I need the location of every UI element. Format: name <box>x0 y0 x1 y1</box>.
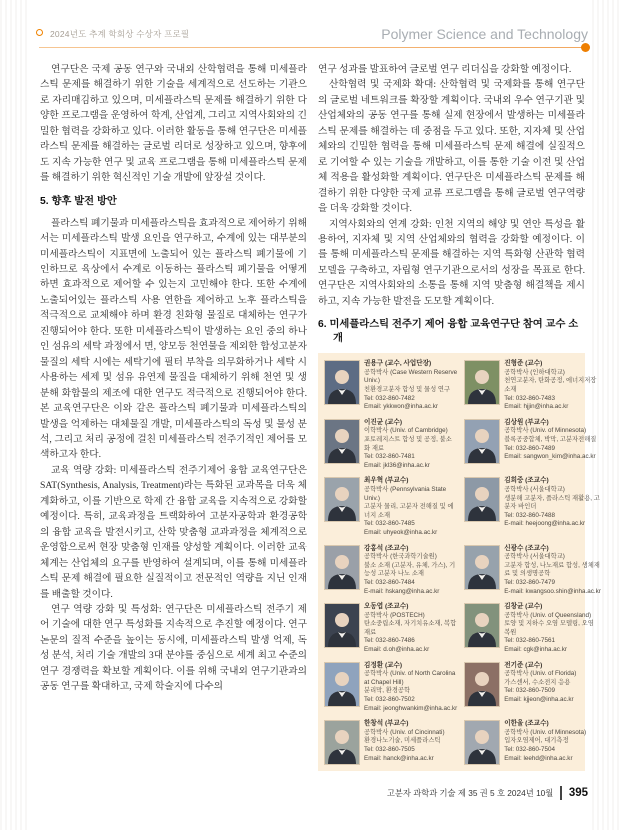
left-margin-pattern <box>0 0 30 830</box>
professor-card <box>324 477 457 537</box>
professor-photo <box>324 477 360 522</box>
professor-field: 고분자 합성, 나노재료 합성, 생체재료 및 의생명공학 <box>504 561 600 578</box>
portrait-icon <box>465 663 499 706</box>
professor-card <box>464 419 601 471</box>
professor-photo <box>324 545 360 590</box>
professor-email: E-mail: kwangsoo.shin@inha.ac.kr <box>504 587 601 595</box>
professor-info <box>504 419 601 471</box>
professor-field: 친환경고분자 합성 및 물성 연구 <box>364 386 451 394</box>
professor-field: 토양 및 지하수 오염 모델링, 오염 복원 <box>504 620 594 636</box>
professor-photo <box>324 720 360 765</box>
professor-tel: Tel: 032-860-7561 <box>504 637 555 645</box>
page-number: 395 <box>568 787 588 799</box>
header-rule <box>39 47 586 48</box>
professor-name: 최우혁 (부교수) <box>364 477 409 485</box>
professor-info <box>364 477 457 537</box>
professor-info <box>364 603 457 655</box>
professor-degree: 공학박사 (Univ. of Florida) <box>504 670 577 678</box>
professor-tel: Tel: 032-860-7505 <box>364 746 415 753</box>
professor-name: 김상원 (부교수) <box>504 418 549 426</box>
portrait-icon <box>325 478 359 521</box>
professor-degree: 공학박사 (인하대학교) <box>504 368 565 376</box>
professor-info <box>364 662 457 714</box>
portrait-icon <box>465 420 499 463</box>
professor-email: Email: d.oh@inha.ac.kr <box>364 646 430 654</box>
professor-photo <box>464 662 500 707</box>
professor-name: 신광수 (조교수) <box>504 544 549 552</box>
professor-field: 가스센서, 수소전지 응용 <box>504 678 571 686</box>
portrait-icon <box>325 546 359 589</box>
professor-tel: Tel: 032-860-7482 <box>364 394 415 402</box>
professor-card <box>324 720 457 765</box>
portrait-icon <box>325 420 359 463</box>
portrait-icon <box>325 361 359 404</box>
portrait-icon <box>325 604 359 647</box>
professor-email: Email: jkl36@inha.ac.kr <box>364 461 430 469</box>
professor-tel: Tel: 032-860-7481 <box>364 453 415 461</box>
section-heading-5: 5. 향후 발전 방안 <box>40 195 117 207</box>
professor-photo <box>324 662 360 707</box>
professor-email: Email: uhyeok@inha.ac.kr <box>364 528 438 536</box>
professor-photo <box>464 360 500 405</box>
professor-name: 이한울 (조교수) <box>504 720 549 728</box>
professor-degree: 공학박사 (서울대학교) <box>504 485 565 493</box>
professor-field: 분리막, 환경공학 <box>364 687 411 695</box>
paragraph: 연구단은 국제 공동 연구와 국내외 산학협력을 통해 미세플라스틱 문제를 해결하기 위한 기술을 세계적으로 선도하는 기관으로 자리매김하고 있으며, 미세플라스틱 문제를 해결하기 위한 다양한 프로그램을 운영하여 학계, 산업계, 그리고 지역사회와의 긴밀한 협력을 강화하고 있다. 이러한 활동을 통해 연구단은 미세플라스틱 문제를 해결하는 글로벌 리더로 성장하고 있으며, 향후에도 지속 가능한 연구 및 교육 프로그램을 통해 미세플라스틱 문제를 해결하기 위한 혁신적인 기술 개발에 앞장설 것이다. <box>40 64 307 184</box>
professor-degree: 공학박사 (Univ. of Queensland) <box>504 611 592 619</box>
professor-name: 오동엽 (조교수) <box>364 603 409 611</box>
professor-info <box>504 603 601 655</box>
portrait-icon <box>465 721 499 764</box>
professor-name: 전기준 (교수) <box>504 661 543 669</box>
professor-info <box>504 477 601 537</box>
professor-degree: 공학박사 (Case Western Reserve Univ.) <box>364 368 458 385</box>
professor-tel: Tel: 032-860-7483 <box>504 394 555 402</box>
professor-name: 이진균 (교수) <box>364 418 403 426</box>
professor-email: Email: leehd@inha.ac.kr <box>504 754 573 762</box>
professor-name: 김희중 (조교수) <box>504 477 549 485</box>
professor-name: 권용구 (교수, 사업단장) <box>364 360 432 368</box>
professor-field: 고분자 물리, 고분자 전해질 및 에너지 소재 <box>364 503 454 519</box>
professor-photo <box>464 545 500 590</box>
professor-field: 생분해 고분자, 플라스틱 재활용, 고분자 바인더 <box>504 494 600 511</box>
portrait-icon <box>325 721 359 764</box>
professor-card <box>464 360 601 412</box>
header-dot-icon <box>581 43 590 52</box>
professor-tel: Tel: 032-860-7489 <box>504 444 555 452</box>
professor-info <box>364 720 457 765</box>
professor-tel: Tel: 032-860-7484 <box>364 578 415 586</box>
professor-field: 입자오염제어, 대기측정 <box>504 737 569 745</box>
header-profile-label: 2024년도 추계 학회상 수상자 프로필 <box>50 29 190 39</box>
professor-photo <box>324 419 360 464</box>
footer-journal-info: 고분자 과학과 기술 제 35 권 5 호 2024년 10월 <box>386 788 554 798</box>
professor-degree: 공학박사 (Univ. of Cincinnati) <box>364 728 445 736</box>
professor-card <box>324 419 457 471</box>
professor-tel: Tel: 032-860-7502 <box>364 696 415 704</box>
left-text-column <box>40 62 307 695</box>
professor-degree: 공학박사 (Univ. of Minnesota) <box>504 728 587 736</box>
professor-tel: Tel: 032-860-7509 <box>504 687 555 695</box>
professor-degree: 공학박사 (POSTECH) <box>364 611 425 619</box>
professor-info <box>364 360 457 412</box>
professor-tel: Tel: 032-860-7486 <box>364 637 415 645</box>
professor-field: 환경나노기술, 미세플라스틱 <box>364 737 441 745</box>
right-text-column <box>318 62 601 771</box>
professor-name: 한창석 (부교수) <box>364 720 409 728</box>
professor-name: 김정환 (교수) <box>364 661 403 669</box>
professor-degree: 공학박사 (Pennsylvania State Univ.) <box>364 485 447 502</box>
paragraph: 플라스틱 폐기물과 미세플라스틱을 효과적으로 제어하기 위해서는 미세플라스틱 발생 요인을 연구하고, 수계에 있는 대부분의 미세플라스틱이 지표면에 노출되어 있는 플라스틱 폐기물에 기인하므로 육상에서 수계로 이동하는 플라스틱 폐기물을 어떻게 하면 효과적으로 제어할 수 있는지 고민해야 한다. 또한 수계에 노출되어있는 플라스틱 사용 연한을 제어하고 노후 플라스틱을 적극적으로 교체해야 하며 환경 친화형 물질로 대체하는 연구가 진행되어야 한다. 또한 미세플라스틱이 발생하는 요인 중의 하나인 섬유의 세탁 과정에서 면, 양모등 천연물을 제외한 합성고분자 물질의 세탁 시에는 세탁기에 필터 부착을 의무화하거나 세탁 시 사용하는 세제 및 섬유 유연제 물질을 대체하기 위해 천연 및 생분해 화합물의 제조에 대한 연구도 적극적으로 진행되어야 한다. 본 교육연구단은 이와 같은 플라스틱 폐기물과 미세플라스틱의 발생을 억제하는 대체물질 개발, 미세플라스틱의 독성 및 물성 분석, 그리고 처리 공정에 걸친 미세플라스틱 전주기적인 제어를 모색하고자 한다. <box>40 217 307 461</box>
professor-email: E-mail: heejoong@inha.ac.kr <box>504 520 586 528</box>
paragraph: 교육 역량 강화: 미세플라스틱 전주기제어 융합 교육연구단은 SAT(Synthesis, Analysis, Treatment)라는 특화된 교과목을 더욱 체계화하고, 이를 기반으로 학제 간 융합 교육을 지속적으로 강화할 예정이다. 특히, 교육과정을 트랙화하여 고분자공학과 환경공학의 융합 교육을 발전시키고, 산학 맞춤형 교과과정을 체계적으로 운영함으로써 현장 맞춤형 인재를 양성할 계획이다. 이러한 교육 체계는 산업체의 요구를 반영하여 설계되며, 이를 통해 미세플라스틱 문제 해결에 필요한 실질적이고 전문적인 역량을 지닌 인재를 배출할 것이다. <box>40 464 307 600</box>
section-heading-6: 6. 미세플라스틱 전주기 제어 융합 교육연구단 참여 교수 소개 <box>318 319 579 345</box>
professor-grid <box>318 353 601 771</box>
professor-tel: Tel: 032-860-7479 <box>504 578 555 586</box>
paragraph: 산학협력 및 국제화 확대: 산학협력 및 국제화를 통해 연구단의 글로벌 네트워크를 확장할 계획이다. 국내외 우수 연구기관 및 산업체와의 공동 연구를 통해 실제 현장에서 발생하는 미세플라스틱 문제를 해결하는 데 중점을 두고 있다. 또한, 지자체 및 산업체와의 긴밀한 협력을 통해 미세플라스틱 문제 해결에 실질적으로 기여할 수 있는 기술을 개발하고, 이를 통한 기술 이전 및 산업체 적용을 활성화할 계획이다. 연구단은 미세플라스틱 문제를 해결하기 위한 다양한 국제 교류 프로그램을 통해 글로벌 연구역량을 더욱 강화할 것이다. <box>318 79 585 215</box>
professor-email: Email: hanck@inha.ac.kr <box>364 754 434 762</box>
professor-field: 탄소중립소재, 자기치유소재, 복합재료 <box>364 620 457 636</box>
portrait-icon <box>465 478 499 521</box>
professor-tel: Tel: 032-860-7485 <box>364 520 415 528</box>
paragraph: 연구 역량 강화 및 특성화: 연구단은 미세플라스틱 전주기 제어 기술에 대한 연구 특성화를 지속적으로 추진할 예정이다. 연구 논문의 질적 수준을 높이는 동시에, 미세플라스틱 발생 억제, 독성 분석, 처리 기술 개발의 3대 분야를 중심으로 세계 최고 수준의 연구 경쟁력을 확보할 계획이다. 이를 위해 국내외 연구기관과의 공동 연구를 확대하고, 국제 학술지에 다수의 <box>40 603 307 693</box>
professor-photo <box>324 360 360 405</box>
professor-name: 진형준 (교수) <box>504 360 543 368</box>
professor-email: Email: kjjeon@inha.ac.kr <box>504 696 574 704</box>
professor-field: 천연고분자, 탄화공정, 에너지저장소재 <box>504 377 597 394</box>
page-header <box>36 26 588 52</box>
professor-field: 불소 소재 (고분자, 유체, 가스), 기능성 고분자 나노 소재 <box>364 561 456 578</box>
paragraph: 연구 성과를 발표하여 글로벌 연구 리더십을 강화할 예정이다. <box>318 64 572 75</box>
professor-info <box>364 419 457 471</box>
professor-degree: 공학박사 (Univ. of Minnesota) <box>504 427 587 435</box>
professor-degree: 공학박사 (Univ. of North Carolina at Chapel Hill) <box>364 670 456 686</box>
professor-info <box>504 360 601 412</box>
professor-photo <box>324 603 360 648</box>
professor-field: 블록공중합체, 박막, 고분자전해질 <box>504 436 597 443</box>
professor-degree: 공학박사 (서울대학교) <box>504 553 565 561</box>
professor-name: 강홍석 (조교수) <box>364 544 409 552</box>
professor-info <box>364 545 457 597</box>
portrait-icon <box>465 361 499 404</box>
portrait-icon <box>325 663 359 706</box>
professor-tel: Tel: 032-860-7488 <box>504 511 555 519</box>
professor-card <box>464 545 601 597</box>
professor-card <box>324 545 457 597</box>
journal-title: Polymer Science and Technology <box>381 26 588 42</box>
professor-name: 김창균 (교수) <box>504 603 543 611</box>
professor-photo <box>464 419 500 464</box>
professor-email: Email: cgk@inha.ac.kr <box>504 646 567 654</box>
professor-photo <box>464 603 500 648</box>
portrait-icon <box>465 604 499 647</box>
professor-email: Email: hjjin@inha.ac.kr <box>504 403 569 411</box>
professor-degree: 공학박사 (한국과학기술원) <box>364 553 437 561</box>
professor-info <box>504 545 601 597</box>
professor-email: Email: jeonghwankim@inha.ac.kr <box>364 704 458 712</box>
professor-email: Email: ykkwon@inha.ac.kr <box>364 403 438 411</box>
professor-card <box>464 662 601 714</box>
professor-card <box>464 477 601 537</box>
professor-card <box>464 720 601 765</box>
professor-photo <box>464 477 500 522</box>
professor-card <box>464 603 601 655</box>
paragraph: 지역사회와의 연계 강화: 인천 지역의 해양 및 연안 특성을 활용하여, 지자체 및 지역 산업체와의 협력을 강화할 예정이다. 이를 통해 미세플라스틱 문제를 해결하는 지역 특화형 산관학 협력 모델을 구축하고, 자립형 연구기관으로서의 성장을 목표로 한다. 연구단은 지역사회와의 소통을 통해 지역 맞춤형 해결책을 제시하고, 지속 가능한 발전을 도모할 계획이다. <box>318 218 585 307</box>
professor-info <box>504 662 601 714</box>
professor-card <box>324 662 457 714</box>
professor-degree: 이학박사 (Univ. of Cambridge) <box>364 427 448 435</box>
professor-photo <box>464 720 500 765</box>
professor-email: E-mail: hskang@inha.ac.kr <box>364 587 440 595</box>
portrait-icon <box>465 546 499 589</box>
professor-tel: Tel: 032-860-7504 <box>504 746 555 753</box>
professor-field: 포토레지스트 합성 및 공정, 불소화 재료 <box>364 436 452 452</box>
professor-card <box>324 603 457 655</box>
footer-divider <box>560 786 562 800</box>
page-footer <box>387 786 588 800</box>
header-circle-icon <box>36 29 43 36</box>
professor-card <box>324 360 457 412</box>
professor-info <box>504 720 601 765</box>
professor-email: Email: sangwon_kim@inha.ac.kr <box>504 453 596 461</box>
